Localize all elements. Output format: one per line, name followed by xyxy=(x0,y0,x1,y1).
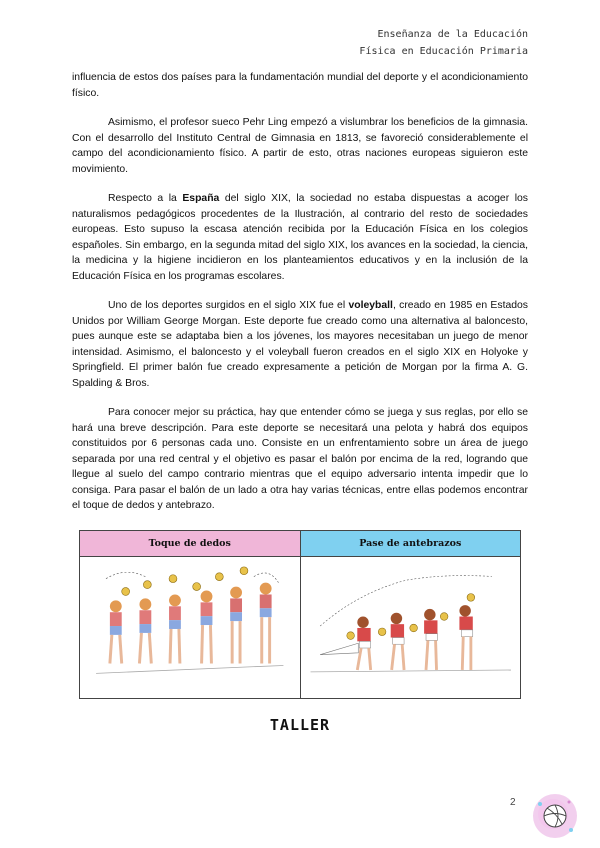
header-toque-de-dedos: Toque de dedos xyxy=(80,531,300,557)
page-number: 2 xyxy=(510,797,516,808)
paragraph-4-rest: , creado en 1985 en Estados Unidos por William George Morgan. Este deporte fue creado como una alternativa al baloncesto, pues aunque este se adaptaba bien a los jóvenes, los mayores necesitaban un juego de menor intensidad. Asimismo, el baloncesto y el voleyball fueron creados en el siglo XIX en Holyoke y Springfield. El primer balón fue creado expresamente a petición de Morgan por la firma A. G. Spalding & Bros. xyxy=(72,300,528,389)
paragraph-5: Para conocer mejor su práctica, hay que entender cómo se juega y sus reglas, por ello se hará una breve descripción. Para este deporte se necesitará una pelota y habrá dos equipos constituidos por 6 personas cada uno. Consiste en un enfrentamiento sobre un área de juego separada por una red central y el objetivo es pasar el balón por encima de la red, logrando que llegue al suelo del campo contrario mientras que el equipo adversario intenta impedir que lo consiga. Para pasar el balón de un lado a otra hay varias técnicas, entre ellas podemos encontrar el toque de dedos y antebrazo. xyxy=(72,407,528,511)
header-line-2: Física en Educación Primaria xyxy=(359,46,528,57)
volleyball-techniques-table xyxy=(79,530,521,699)
paragraph-2: Asimismo, el profesor sueco Pehr Ling empezó a vislumbrar los beneficios de la gimnasia. Con el desarrollo del Instituto Central de Gimnasia en 1813, se favoreció considerablemente el campo del acondicionamiento físico. A partir de esto, otras naciones europeas siguieron este movimiento. xyxy=(72,117,528,175)
paragraph-1: influencia de estos dos países para la fundamentación mundial del deporte y el acondicionamiento físico. xyxy=(72,72,528,99)
page-header xyxy=(359,26,528,60)
paragraph-4 xyxy=(72,298,528,391)
illustration-toque-de-dedos xyxy=(80,557,300,698)
header-line-1: Enseñanza de la Educación xyxy=(377,29,528,40)
column-toque-de-dedos xyxy=(80,531,300,698)
pase-de-antebrazos-drawing xyxy=(301,557,521,698)
paragraph-4-start: Uno de los deportes surgidos en el siglo XIX fue el xyxy=(108,300,349,311)
body-text xyxy=(72,70,528,528)
column-pase-de-antebrazos xyxy=(300,531,521,698)
paragraph-3-start: Respecto a la xyxy=(108,193,183,204)
volleyball-logo-icon xyxy=(531,792,579,840)
taller-heading: TALLER xyxy=(269,716,331,734)
paragraph-4-bold: voleyball xyxy=(348,300,393,311)
paragraph-3 xyxy=(72,191,528,284)
illustration-pase-de-antebrazos xyxy=(301,557,521,698)
header-pase-de-antebrazos: Pase de antebrazos xyxy=(301,531,521,557)
paragraph-3-bold: España xyxy=(182,193,220,204)
toque-de-dedos-drawing xyxy=(80,557,300,698)
paragraph-3-rest: del siglo XIX, la sociedad no estaba dispuestas a acoger los naturalismos pedagógicos procedentes de la Ilustración, al contrario del resto de sociedades europeas. Esto supuso la escasa atención recibida por la Educación Física en los colegios españoles. Sin embargo, en la segunda mitad del siglo XIX, los avances en la sociedad, la ciencia, la medicina y la higiene incidieron en los planteamientos educativos y en la inclusión de la Educación Física en los programas escolares. xyxy=(72,193,528,282)
